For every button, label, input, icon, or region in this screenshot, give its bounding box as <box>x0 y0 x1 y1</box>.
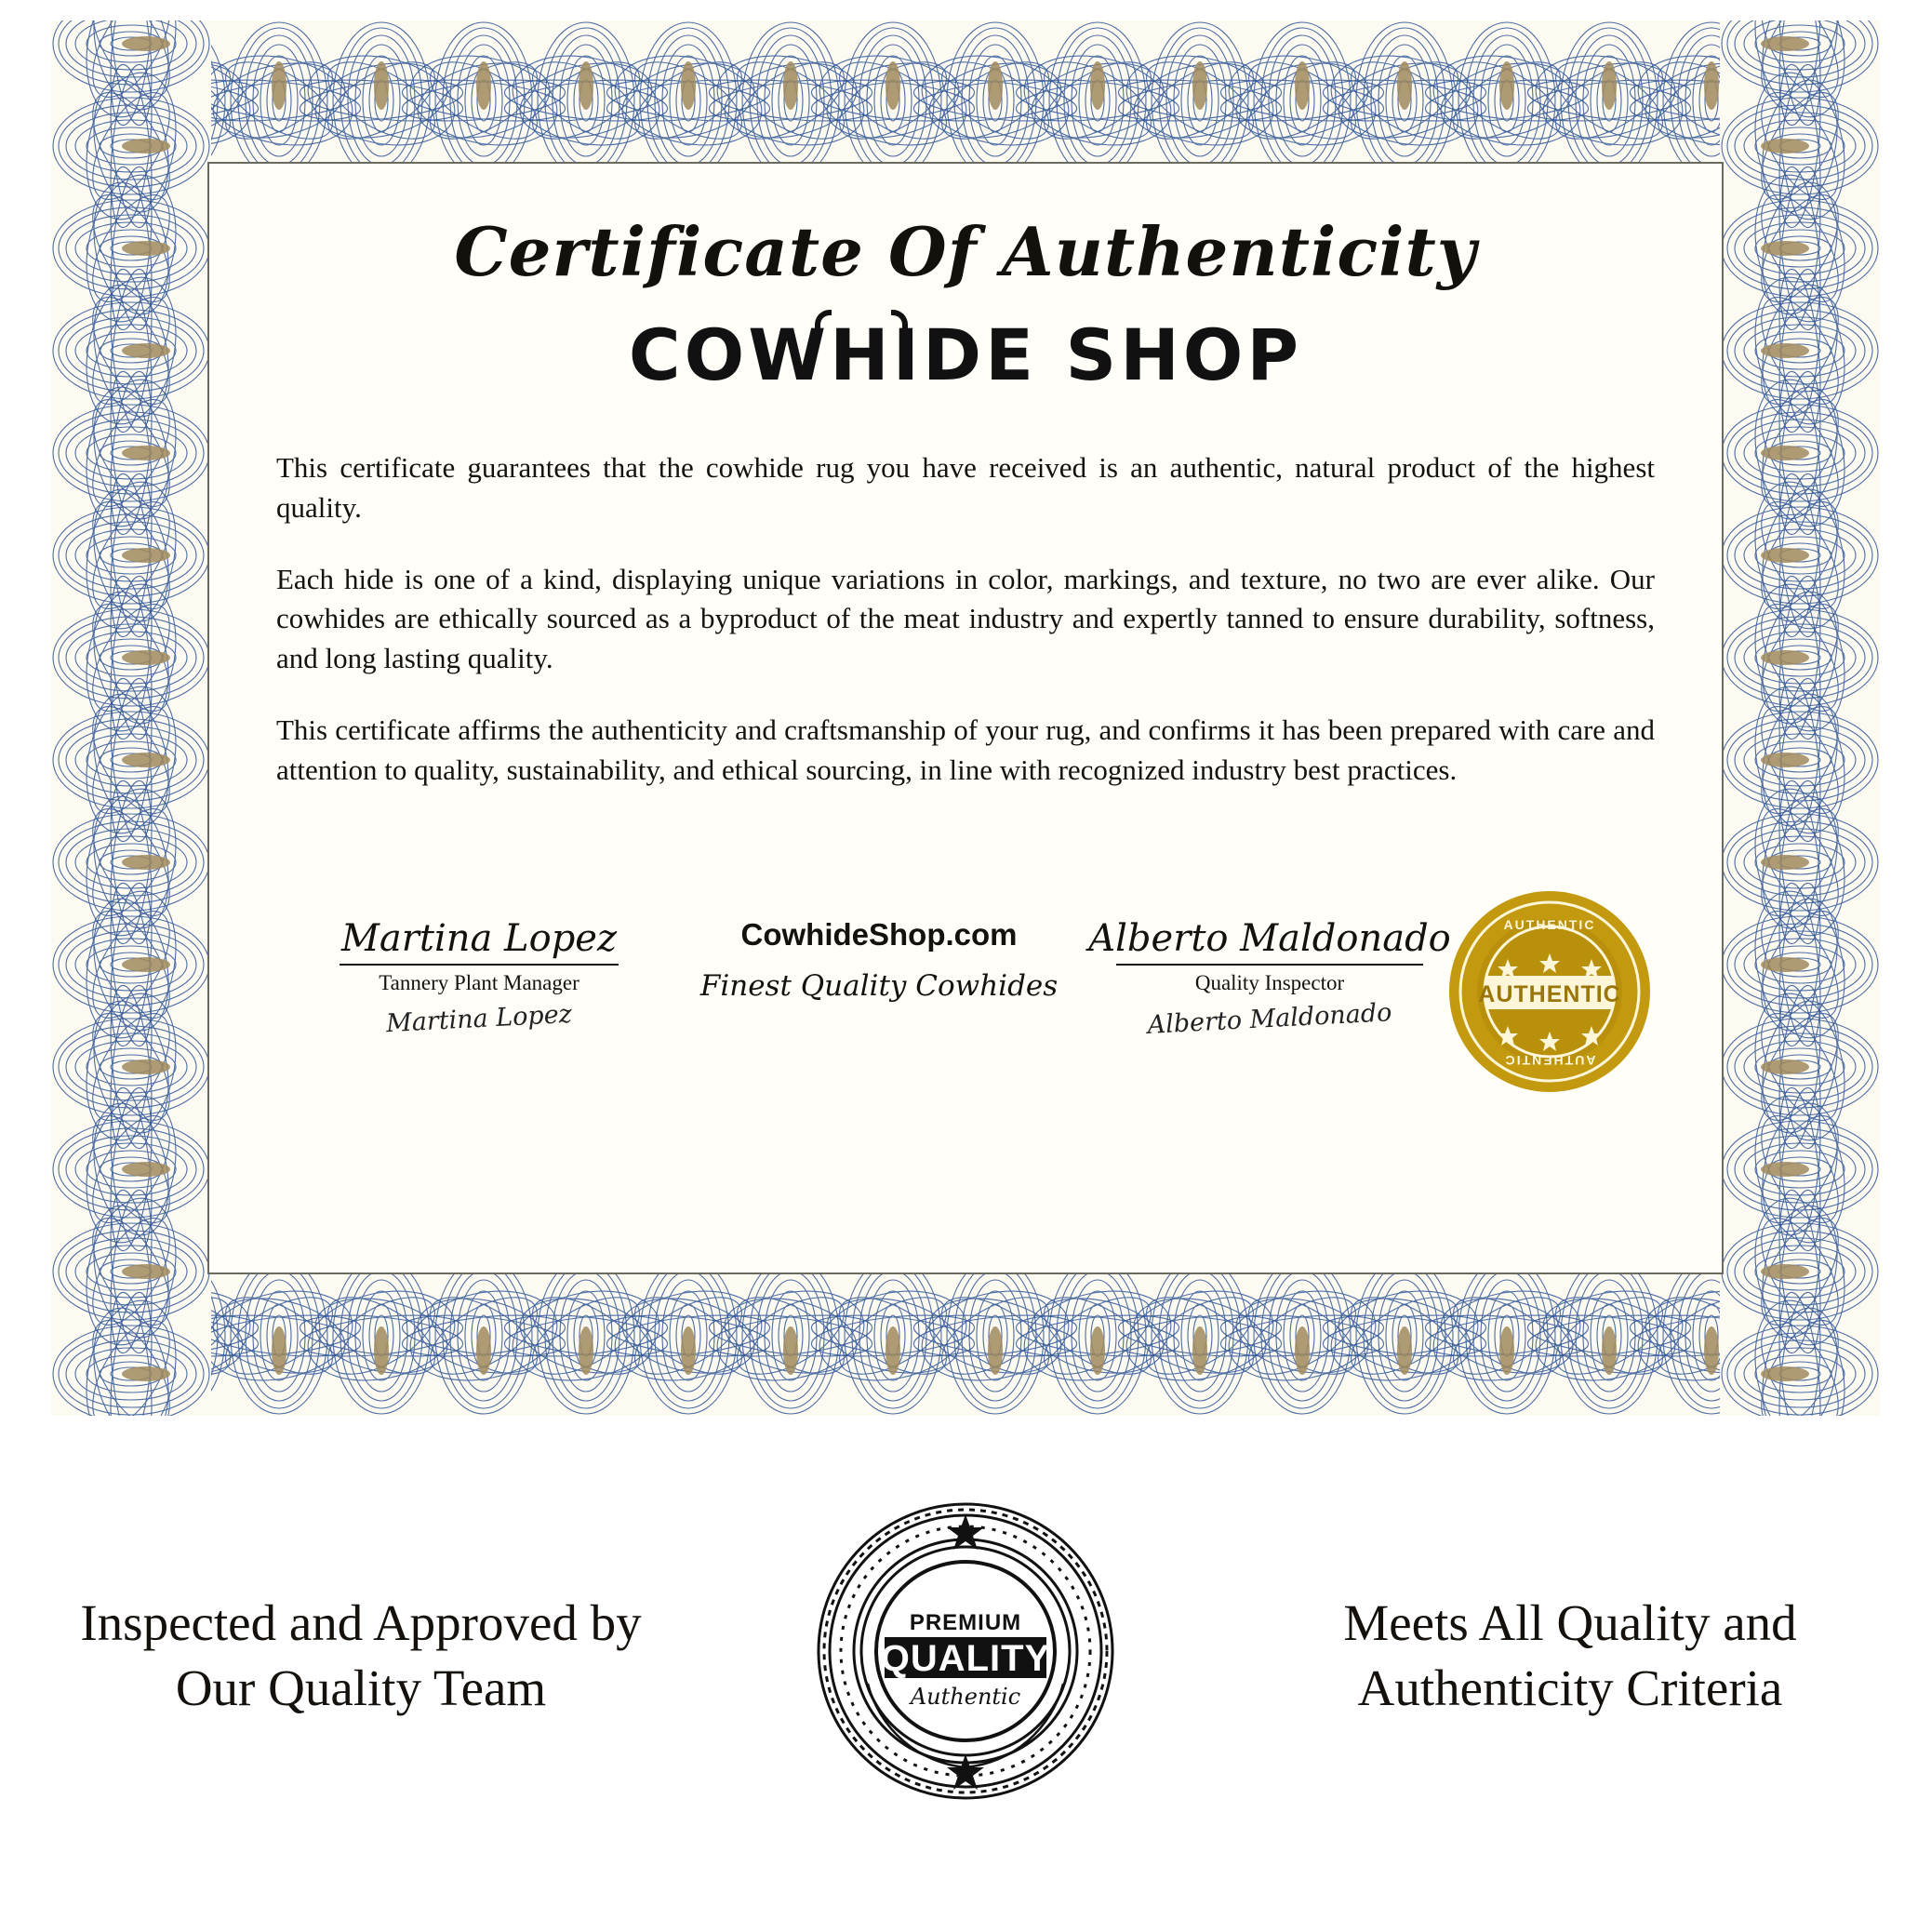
brand-logo-part1: COW <box>628 313 831 396</box>
svg-text:AUTHENTIC: AUTHENTIC <box>1503 917 1596 932</box>
footer <box>0 1488 1931 1925</box>
decorative-border-bottom <box>51 1256 1880 1416</box>
decorative-border-right <box>1720 20 1880 1416</box>
certificate-body <box>276 448 1655 790</box>
signature-rule-left <box>340 964 619 966</box>
signature-rule-right <box>1116 964 1423 966</box>
decorative-border-top <box>51 20 1880 180</box>
body-paragraph-2: Each hide is one of a kind, displaying unique variations in color, markings, and texture, no two are ever alike. Our cowhides are ethically sourced as a byproduct of the meat industry and expertly tanned to ensure durability, softness, and long lasting quality. <box>276 562 1655 675</box>
signature-name-right: Alberto Maldonado <box>1088 917 1451 960</box>
footer-right-text: Meets All Quality and Authenticity Criteria <box>1343 1594 1797 1717</box>
brand-logo <box>209 313 1722 396</box>
website-url[interactable]: CowhideShop.com <box>740 917 1018 952</box>
svg-text:AUTHENTIC: AUTHENTIC <box>1478 981 1621 1007</box>
cow-head-h-icon <box>830 313 893 396</box>
body-paragraph-3: This certificate affirms the authenticity and craftsmanship of your rug, and confirms it has been prepared with care and attention to quality, sustainability, and ethical sourcing, in line with recognized industry best practices. <box>276 713 1655 786</box>
signature-name-left: Martina Lopez <box>340 917 618 960</box>
certificate-inner-panel <box>207 162 1724 1274</box>
svg-text:PREMIUM: PREMIUM <box>909 1610 1022 1635</box>
signature-role-right: Quality Inspector <box>1194 971 1345 994</box>
handwritten-signature-right: Alberto Maldonado <box>1146 998 1393 1040</box>
brand-logo-part2: IDE SHOP <box>892 313 1303 396</box>
decorative-border-left <box>51 20 211 1416</box>
body-paragraph-1: This certificate guarantees that the cowhide rug you have received is an authentic, natural product of the highest quality. <box>276 451 1655 524</box>
page-title: Certificate Of Authenticity <box>454 212 1477 291</box>
handwritten-signature-left: Martina Lopez <box>385 999 573 1039</box>
brand-logo-h: H <box>830 313 893 396</box>
svg-text:AUTHENTIC: AUTHENTIC <box>1503 1053 1596 1068</box>
website-tagline: Finest Quality Cowhides <box>699 969 1059 1003</box>
signature-block-quality-inspector <box>1074 917 1465 1040</box>
svg-text:Authentic: Authentic <box>910 1684 1021 1710</box>
signature-role-left: Tannery Plant Manager <box>379 971 579 994</box>
certificate <box>51 20 1880 1416</box>
premium-quality-badge-icon <box>812 1498 1119 1805</box>
website-block <box>684 917 1074 1003</box>
signature-block-tannery-manager <box>284 917 674 1039</box>
authentic-gold-seal-icon <box>1443 885 1657 1099</box>
footer-left-text: Inspected and Approved by Our Quality Team <box>80 1594 642 1717</box>
svg-text:QUALITY: QUALITY <box>880 1638 1051 1679</box>
